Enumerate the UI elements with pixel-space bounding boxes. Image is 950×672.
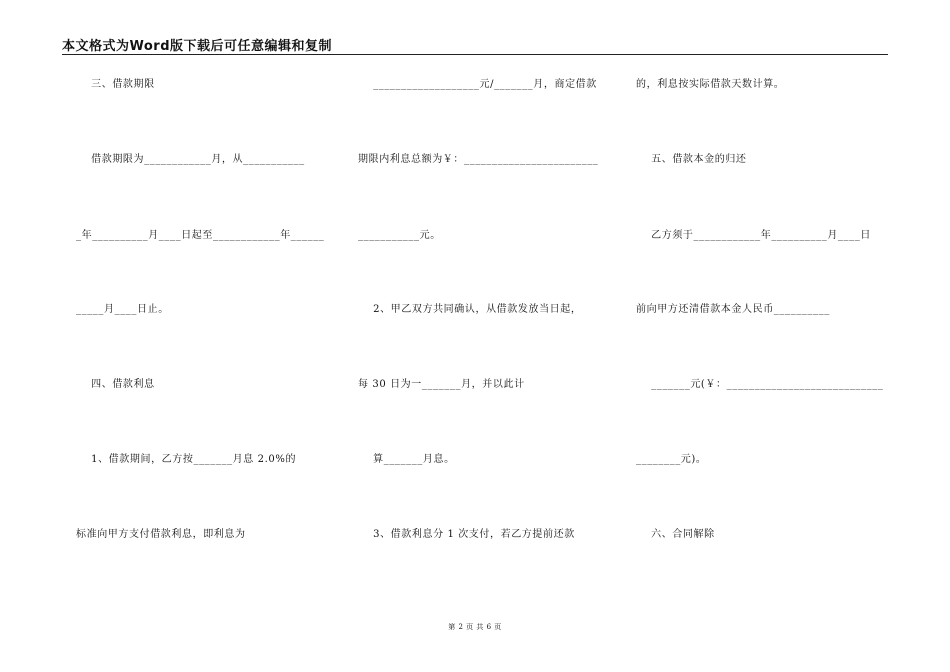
text-line: ___________元。 [358,230,441,241]
text-line: 三、借款期限 [76,79,155,90]
text-line: _____月____日止。 [76,304,169,315]
text-line: 2、甲乙双方共同确认，从借款发放当日起， [358,304,582,315]
text-line: 四、借款利息 [76,379,155,390]
text-line: _年__________月____日起至____________年______ [76,230,325,241]
text-line: _______元(￥：____________________________ [636,379,884,390]
text-line: 前向甲方还清借款本金人民币__________ [636,304,830,315]
text-line: 每 30 日为一_______月，并以此计 [358,379,525,390]
text-line: 借款期限为____________月，从___________ [76,154,305,165]
page-header [62,34,888,55]
text-line: 的，利息按实际借款天数计算。 [636,79,785,90]
text-line: 标准向甲方支付借款利息，即利息为 [76,529,246,540]
text-line: ___________________元/_______月，商定借款 [358,79,597,90]
text-line: ________元)。 [636,454,707,465]
document-header-title: 本文格式为Word版下载后可任意编辑和复制 [62,39,333,54]
text-line: 算_______月息。 [358,454,455,465]
text-line: 六、合同解除 [636,529,715,540]
text-line: 五、借款本金的归还 [636,154,747,165]
page-number-footer: 第 2 页 共 6 页 [448,623,502,631]
text-line: 1、借款期间，乙方按_______月息 2.0%的 [76,454,297,465]
text-line: 3、借款利息分 1 次支付，若乙方提前还款 [358,529,575,540]
text-line: 乙方须于____________年__________月____日 [636,230,871,241]
text-line: 期限内利息总额为￥：________________________ [358,154,599,165]
